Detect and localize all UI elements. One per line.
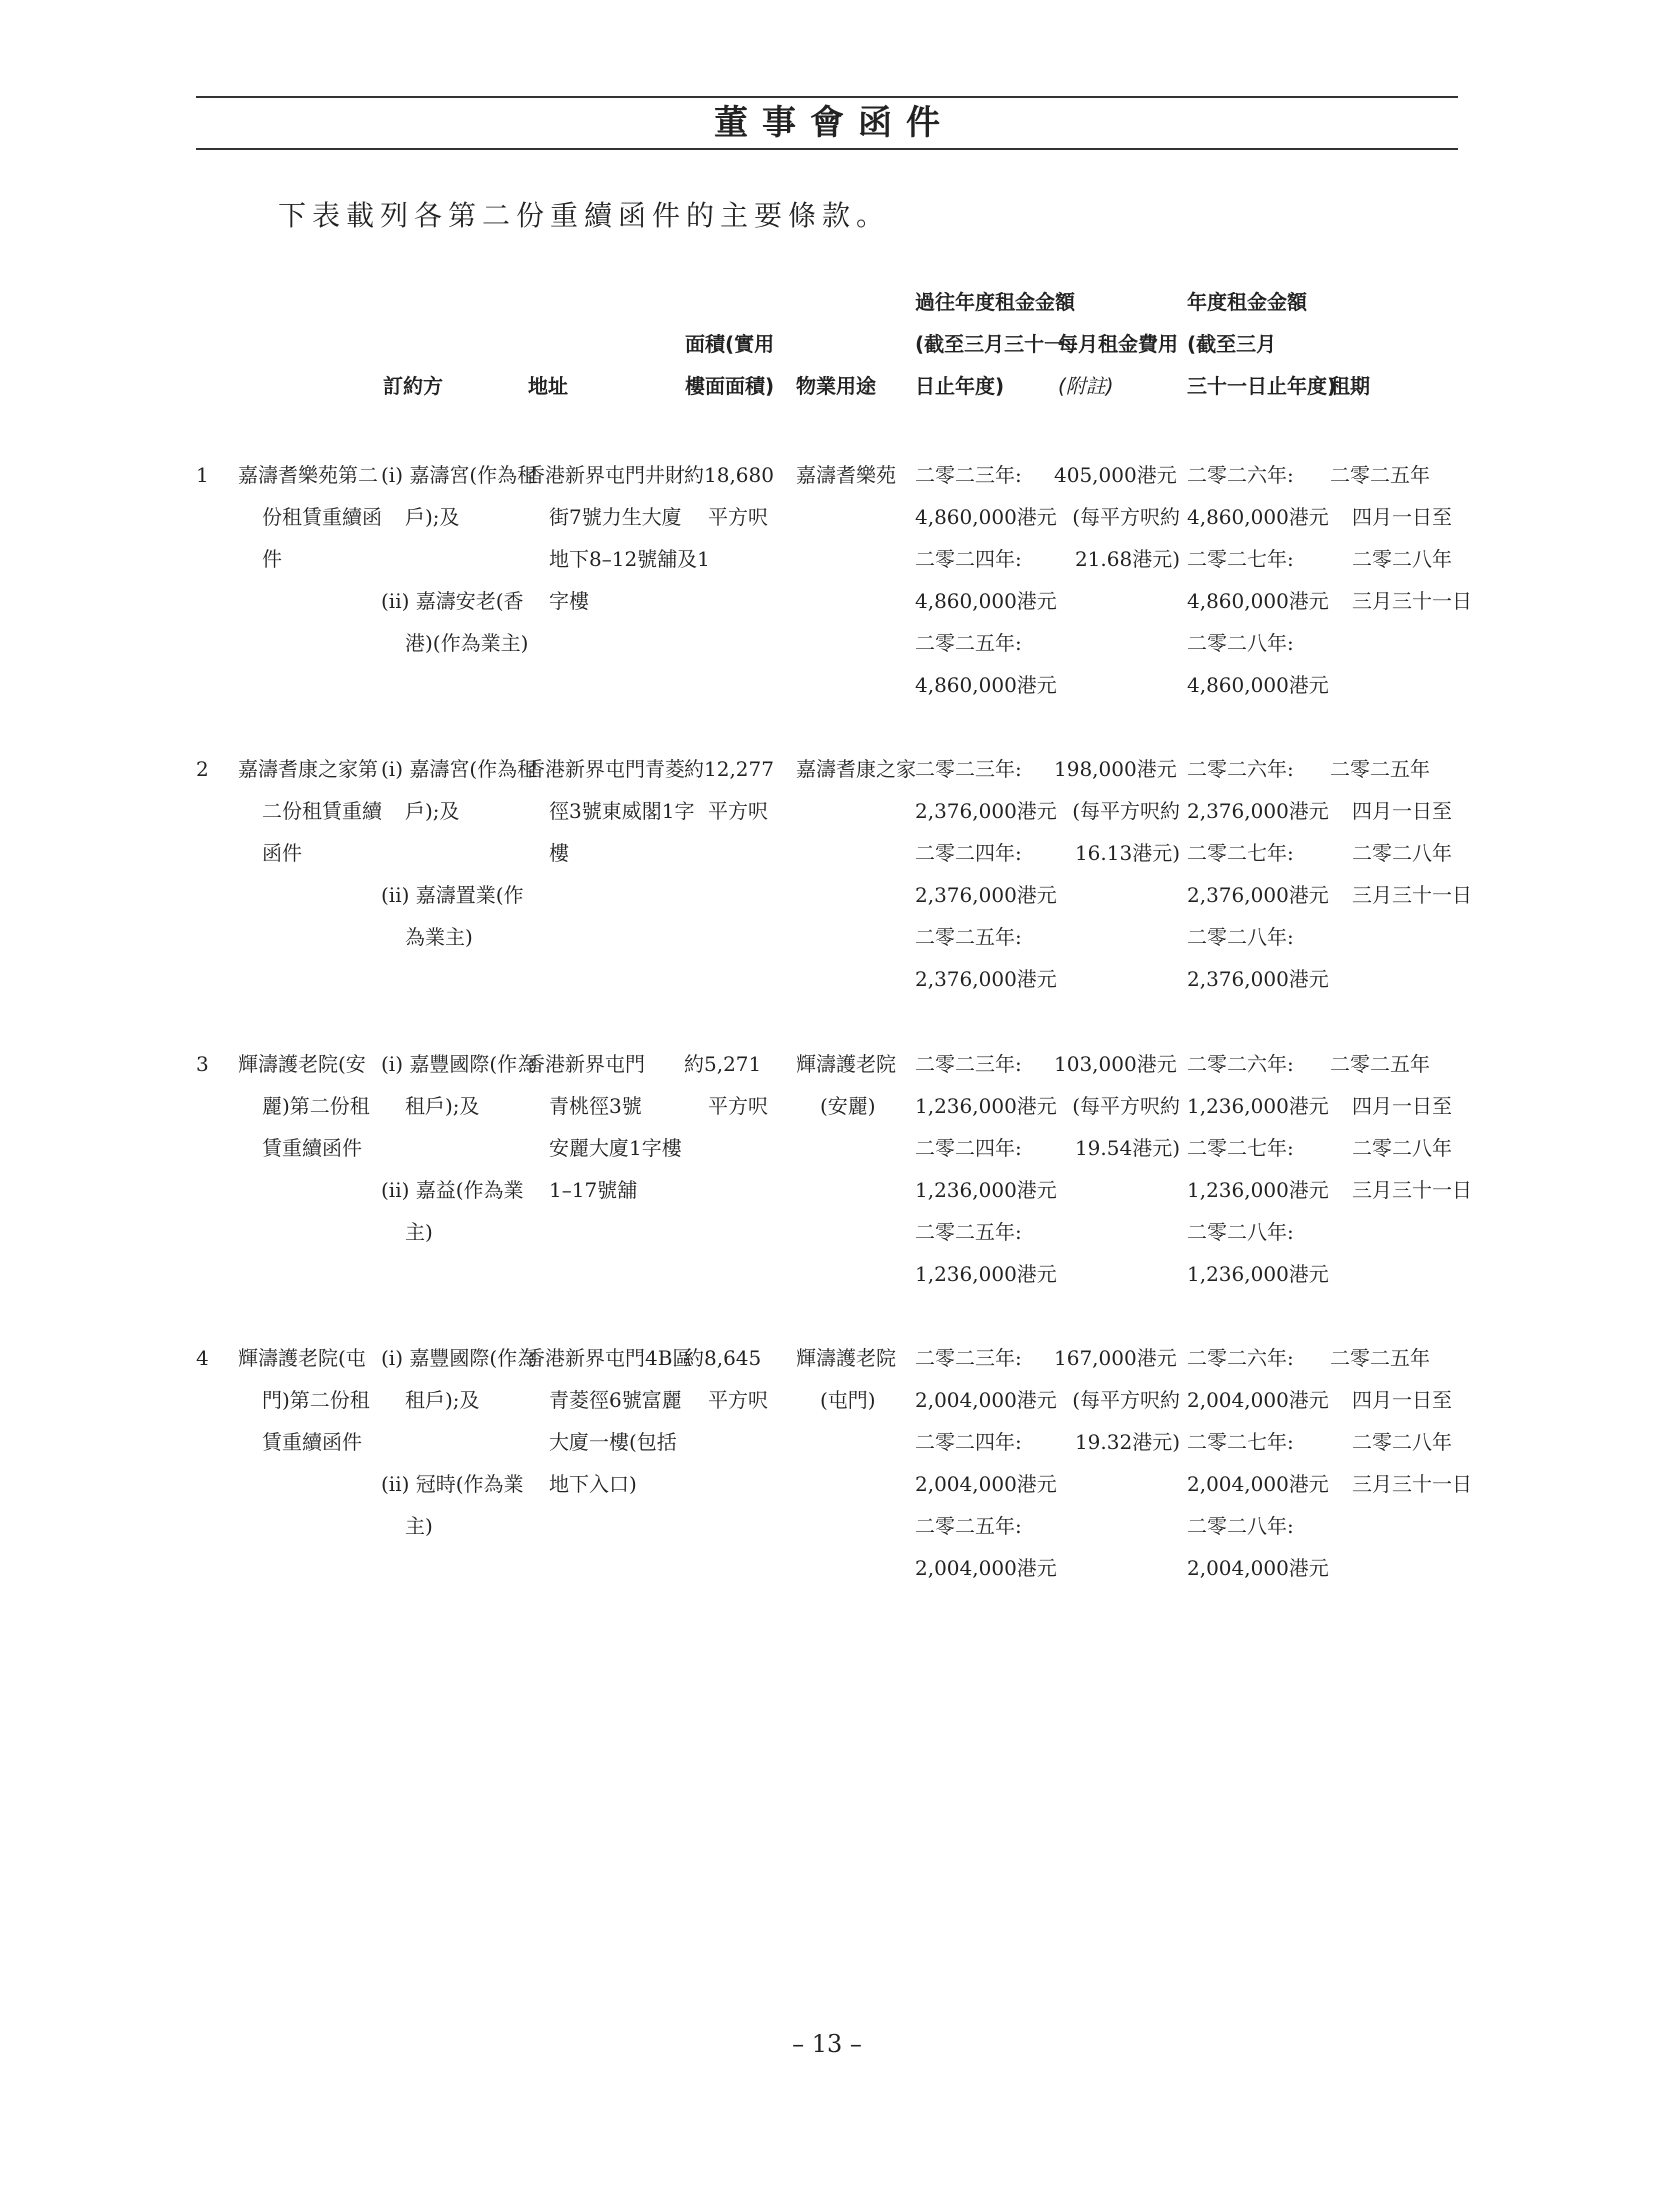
row-1-area: 約18,680 平方呎 xyxy=(684,463,774,529)
row-3-area: 約5,271 平方呎 xyxy=(684,1052,768,1118)
row-2-parties: (i) 嘉濤宮(作為租 戶);及 (ii) 嘉濤置業(作 為業主) xyxy=(381,757,538,949)
page-number: – 13 – xyxy=(792,2030,862,2058)
row-1-letter: 嘉濤耆樂苑第二 份租賃重續函 件 xyxy=(238,463,382,571)
row-1-past-rent: 二零二三年: 4,860,000港元 二零二四年: 4,860,000港元 二零二五年: 4,860,000港元 xyxy=(915,463,1057,697)
row-3-term: 二零二五年 四月一日至 二零二八年 三月三十一日 xyxy=(1330,1052,1472,1202)
row-4-number: 4 xyxy=(196,1346,209,1370)
row-4-area: 約8,645 平方呎 xyxy=(684,1346,768,1412)
row-4-annual-rent: 二零二六年: 2,004,000港元 二零二七年: 2,004,000港元 二零二八年: 2,004,000港元 xyxy=(1187,1346,1329,1580)
header-term: 租期 xyxy=(1330,374,1370,398)
header-party: 訂約方 xyxy=(383,374,443,398)
row-2-area: 約12,277 平方呎 xyxy=(684,757,774,823)
row-3-number: 3 xyxy=(196,1052,209,1076)
row-2-past-rent: 二零二三年: 2,376,000港元 二零二四年: 2,376,000港元 二零二五年: 2,376,000港元 xyxy=(915,757,1057,991)
header-area-line1: 面積(實用 xyxy=(685,332,775,356)
bottom-rule xyxy=(196,148,1458,150)
header-past-line3: 日止年度) xyxy=(915,374,1005,398)
header-annual-line1: 年度租金金額 xyxy=(1187,290,1307,314)
header-annual-line3: 三十一日止年度) xyxy=(1187,374,1337,398)
row-2-annual-rent: 二零二六年: 2,376,000港元 二零二七年: 2,376,000港元 二零二八年: 2,376,000港元 xyxy=(1187,757,1329,991)
row-3-past-rent: 二零二三年: 1,236,000港元 二零二四年: 1,236,000港元 二零二五年: 1,236,000港元 xyxy=(915,1052,1057,1286)
row-4-past-rent: 二零二三年: 2,004,000港元 二零二四年: 2,004,000港元 二零二五年: 2,004,000港元 xyxy=(915,1346,1057,1580)
row-3-annual-rent: 二零二六年: 1,236,000港元 二零二七年: 1,236,000港元 二零二八年: 1,236,000港元 xyxy=(1187,1052,1329,1286)
row-2-number: 2 xyxy=(196,757,209,781)
row-3-use: 輝濤護老院 (安麗) xyxy=(796,1052,896,1118)
row-4-letter: 輝濤護老院(屯 門)第二份租 賃重續函件 xyxy=(238,1346,370,1454)
header-monthly-line1: 每月租金費用 xyxy=(1058,332,1178,356)
header-monthly-note: (附註) xyxy=(1058,374,1114,398)
intro-paragraph: 下表載列各第二份重續函件的主要條款。 xyxy=(278,199,891,232)
header-use: 物業用途 xyxy=(796,374,876,398)
header-past-line2: (截至三月三十一 xyxy=(915,332,1065,356)
row-1-annual-rent: 二零二六年: 4,860,000港元 二零二七年: 4,860,000港元 二零二八年: 4,860,000港元 xyxy=(1187,463,1329,697)
row-4-address: 香港新界屯門4B區 青菱徑6號富麗 大廈一樓(包括 地下入口) xyxy=(525,1346,693,1496)
row-4-parties: (i) 嘉豐國際(作為 租戶);及 (ii) 冠時(作為業 主) xyxy=(381,1346,538,1538)
header-annual-line2: (截至三月 xyxy=(1187,332,1277,356)
row-3-monthly-rent: 103,000港元 (每平方呎約 19.54港元) xyxy=(1054,1052,1180,1160)
row-2-use: 嘉濤耆康之家 xyxy=(796,757,916,781)
page-title: 董事會函件 xyxy=(714,103,954,143)
row-4-term: 二零二五年 四月一日至 二零二八年 三月三十一日 xyxy=(1330,1346,1472,1496)
row-1-use: 嘉濤耆樂苑 xyxy=(796,463,896,487)
row-1-term: 二零二五年 四月一日至 二零二八年 三月三十一日 xyxy=(1330,463,1472,613)
row-1-number: 1 xyxy=(196,463,209,487)
row-2-term: 二零二五年 四月一日至 二零二八年 三月三十一日 xyxy=(1330,757,1472,907)
row-4-monthly-rent: 167,000港元 (每平方呎約 19.32港元) xyxy=(1054,1346,1180,1454)
row-4-use: 輝濤護老院 (屯門) xyxy=(796,1346,896,1412)
row-3-parties: (i) 嘉豐國際(作為 租戶);及 (ii) 嘉益(作為業 主) xyxy=(381,1052,538,1244)
row-2-address: 香港新界屯門青菱 徑3號東威閣1字 樓 xyxy=(525,757,695,865)
row-2-letter: 嘉濤耆康之家第 二份租賃重續 函件 xyxy=(238,757,382,865)
header-address: 地址 xyxy=(528,374,568,398)
row-1-address: 香港新界屯門井財 街7號力生大廈 地下8–12號舖及1 字樓 xyxy=(525,463,710,613)
row-3-letter: 輝濤護老院(安 麗)第二份租 賃重續函件 xyxy=(238,1052,370,1160)
row-1-parties: (i) 嘉濤宮(作為租 戶);及 (ii) 嘉濤安老(香 港)(作為業主) xyxy=(381,463,538,655)
row-3-address: 香港新界屯門 青桃徑3號 安麗大廈1字樓 1–17號舖 xyxy=(525,1052,682,1202)
header-past-line1: 過往年度租金金額 xyxy=(915,290,1075,314)
row-2-monthly-rent: 198,000港元 (每平方呎約 16.13港元) xyxy=(1054,757,1180,865)
page-header xyxy=(196,96,1458,150)
row-1-monthly-rent: 405,000港元 (每平方呎約 21.68港元) xyxy=(1054,463,1180,571)
header-area-line2: 樓面面積) xyxy=(685,374,775,398)
